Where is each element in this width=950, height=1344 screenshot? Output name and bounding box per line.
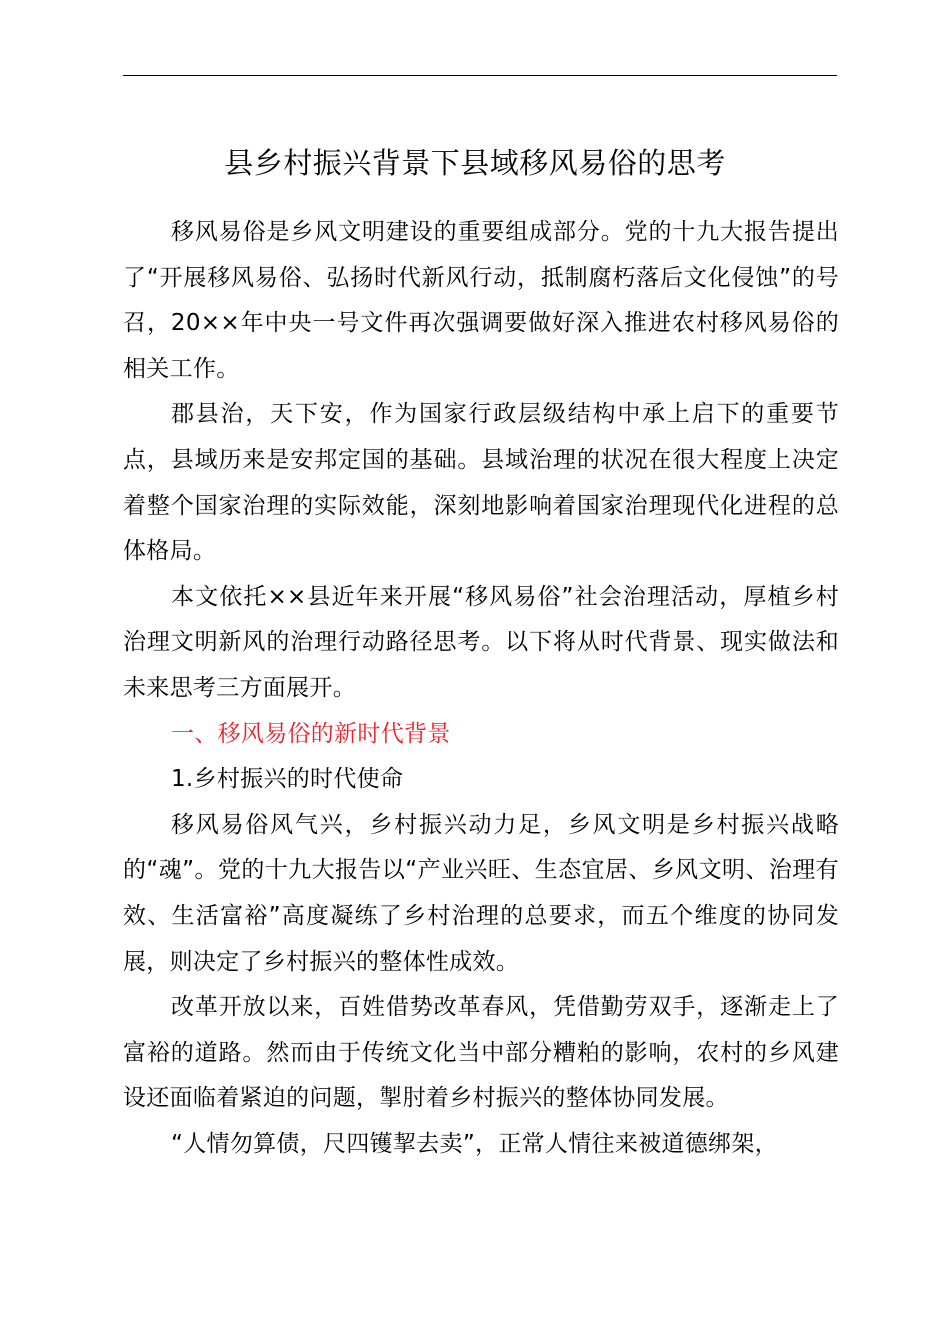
section-paragraph-2: 改革开放以来，百姓借势改革春风，凭借勤劳双手，逐渐走上了富裕的道路。然而由于传统文化当中部分糟粕的影响，农村的乡风建设还面临着紧迫的问题，掣肘着乡村振兴的整体协同发展。 — [123, 994, 839, 1112]
intro-paragraph-1: 移风易俗是乡风文明建设的重要组成部分。党的十九大报告提出了“开展移风易俗、弘扬时代新风行动，抵制腐朽落后文化侵蚀”的号召，20××年中央一号文件再次强调要做好深入推进农村移风易俗的相关工作。 — [123, 219, 839, 382]
subsection-heading: 1.乡村振兴的时代使命 — [171, 766, 404, 793]
intro-paragraph-2: 郡县治，天下安，作为国家行政层级结构中承上启下的重要节点，县域历来是安邦定国的基础。县域治理的状况在很大程度上决定着整个国家治理的实际效能，深刻地影响着国家治理现代化进程的总体格局。 — [123, 401, 839, 565]
section-paragraph-3: “人情勿算债，尺四镬挈去卖”，正常人情往来被道德绑架， — [171, 1130, 778, 1157]
section-heading: 一、移风易俗的新时代背景 — [171, 720, 451, 747]
document-body — [123, 210, 839, 1167]
intro-paragraph-3: 本文依托××县近年来开展“移风易俗”社会治理活动，厚植乡村治理文明新风的治理行动路径思考。以下将从时代背景、现实做法和未来思考三方面展开。 — [123, 583, 839, 701]
header-rule — [123, 75, 837, 76]
section-paragraph-1: 移风易俗风气兴，乡村振兴动力足，乡风文明是乡村振兴战略的“魂”。党的十九大报告以“产业兴旺、生态宜居、乡风文明、治理有效、生活富裕”高度凝练了乡村治理的总要求，而五个维度的协同发展，则决定了乡村振兴的整体性成效。 — [123, 811, 839, 975]
document-title: 县乡村振兴背景下县域移风易俗的思考 — [224, 146, 726, 180]
